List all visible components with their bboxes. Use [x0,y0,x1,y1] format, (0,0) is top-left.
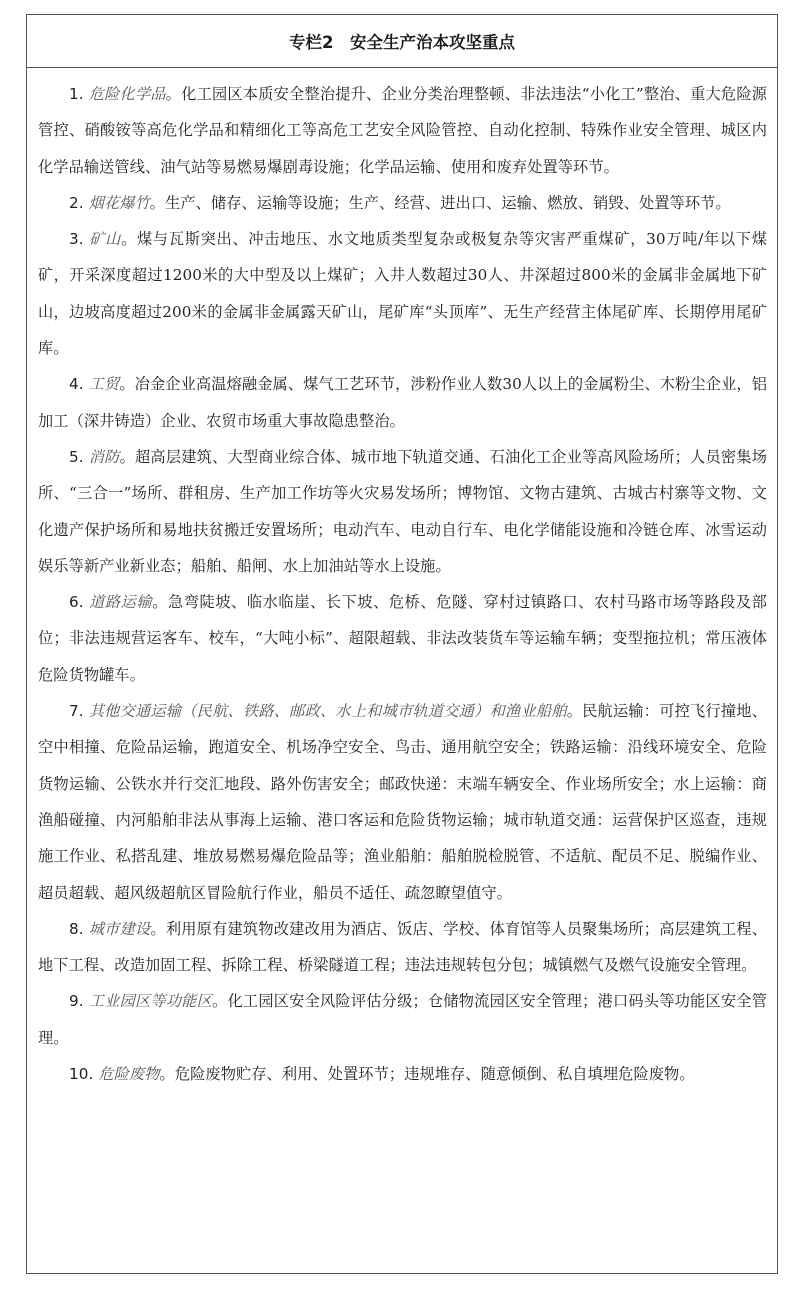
list-item-other-transport [38,693,767,911]
item-keyword: 危险化学品 [88,85,166,103]
list-item-urban-construction [38,911,767,984]
item-keyword: 工业园区等功能区 [88,992,213,1011]
item-keyword: 城市建设 [88,919,151,938]
item-text: 。利用原有建筑物改建改用为酒店、饭店、学校、体育馆等人员聚集场所；高层建筑工程、地下工程、改造加固工程、拆除工程、桥梁隧道工程；违法违规转包分包；城镇燃气及燃气设施安全管理。 [38,919,767,975]
list-item-fireworks [38,185,767,221]
item-text: 。危险废物贮存、利用、处置环节；违规堆存、随意倾倒、私自填埋危险废物。 [159,1065,695,1084]
item-text: 。冶金企业高温熔融金属、煤气工艺环节，涉粉作业人数30人以上的金属粉尘、木粉尘企业，铝加工（深井铸造）企业、农贸市场重大事故隐患整治。 [38,375,767,430]
item-number: 7. [69,702,89,721]
item-text: 。化工园区安全风险评估分级；仓储物流园区安全管理；港口码头等功能区安全管理。 [38,992,767,1047]
item-number: 8. [69,919,89,938]
item-number: 5. [69,447,89,466]
item-keyword: 道路运输 [89,593,153,612]
item-number: 2. [69,193,89,212]
special-column-box [26,14,778,1274]
item-text: 。急弯陡坡、临水临崖、长下坡、危桥、危隧、穿村过镇路口、农村马路市场等路段及部位；非法违规营运客车、校车，“大吨小标”、超限超载、非法改装货车等运输车辆；变型拖拉机；常压液体危险货物罐车。 [38,593,767,684]
box-header [27,15,777,68]
item-keyword: 消防 [88,447,120,466]
item-number: 4. [69,375,89,394]
item-keyword: 矿山 [89,230,122,249]
list-item-road-transport [38,584,767,693]
item-number: 1. [69,85,89,103]
item-number: 9. [69,992,89,1011]
list-item-fire-protection [38,439,767,584]
item-keyword: 其他交通运输（民航、铁路、邮政、水上和城市轨道交通）和渔业船舶 [88,702,567,721]
item-text: 。化工园区本质安全整治提升、企业分类治理整顿、非法违法“小化工”整治、重大危险源管控、硝酸铵等高危化学品和精细化工等高危工艺安全风险管控、自动化控制、特殊作业安全管理、城区内化学品输送管线、油气站等易燃易爆剧毒设施；化学品运输、使用和废弃处置等环节。 [38,85,768,176]
item-keyword: 工贸 [88,375,120,394]
item-text: 。超高层建筑、大型商业综合体、城市地下轨道交通、石油化工企业等高风险场所；人员密集场所、“三合一”场所、群租房、生产加工作坊等火灾易发场所；博物馆、文物古建筑、古城古村寨等文物、文化遗产保护场所和易地扶贫搬迁安置场所；电动汽车、电动自行车、电化学储能设施和冷链仓库、冰雪运动娱乐等新产业新业态；船舶、船闸、水上加油站等水上设施。 [38,447,767,575]
box-title: 专栏2 安全生产治本攻坚重点 [289,33,515,52]
item-number: 10. [69,1065,99,1084]
item-text: 。煤与瓦斯突出、冲击地压、水文地质类型复杂或极复杂等灾害严重煤矿，30万吨/年以下煤矿，开采深度超过1200米的大中型及以上煤矿；入井人数超过30人、井深超过800米的金属非金属地下矿山，边坡高度超过200米的金属非金属露天矿山，尾矿库“头顶库”、无生产经营主体尾矿库、长期停用尾矿库。 [38,230,767,358]
list-item-hazardous-waste [38,1056,767,1092]
item-keyword: 危险废物 [98,1065,160,1084]
list-item-industrial-parks [38,983,767,1056]
box-content [27,68,777,1092]
item-text: 。生产、储存、运输等设施；生产、经营、进出口、运输、燃放、销毁、处置等环节。 [149,193,731,212]
list-item-mines [38,221,767,366]
item-keyword: 烟花爆竹 [88,193,150,212]
item-text: 。民航运输：可控飞行撞地、空中相撞、危险品运输，跑道安全、机场净空安全、鸟击、通用航空安全；铁路运输：沿线环境安全、危险货物运输、公铁水并行交汇地段、路外伤害安全；邮政快递：末端车辆安全、作业场所安全；水上运输：商渔船碰撞、内河船舶非法从事海上运输、港口客运和危险货物运输；城市轨道交通：运营保护区巡查，违规施工作业、私搭乱建、堆放易燃易爆危险品等；渔业船舶：船舶脱检脱管、不适航、配员不足、脱编作业、超员超载、超风级超航区冒险航行作业，船员不适任、疏忽瞭望值守。 [38,702,767,902]
list-item-hazardous-chemicals [38,76,767,185]
item-number: 3. [69,230,90,249]
item-number: 6. [69,593,90,612]
list-item-industry-trade [38,366,767,439]
